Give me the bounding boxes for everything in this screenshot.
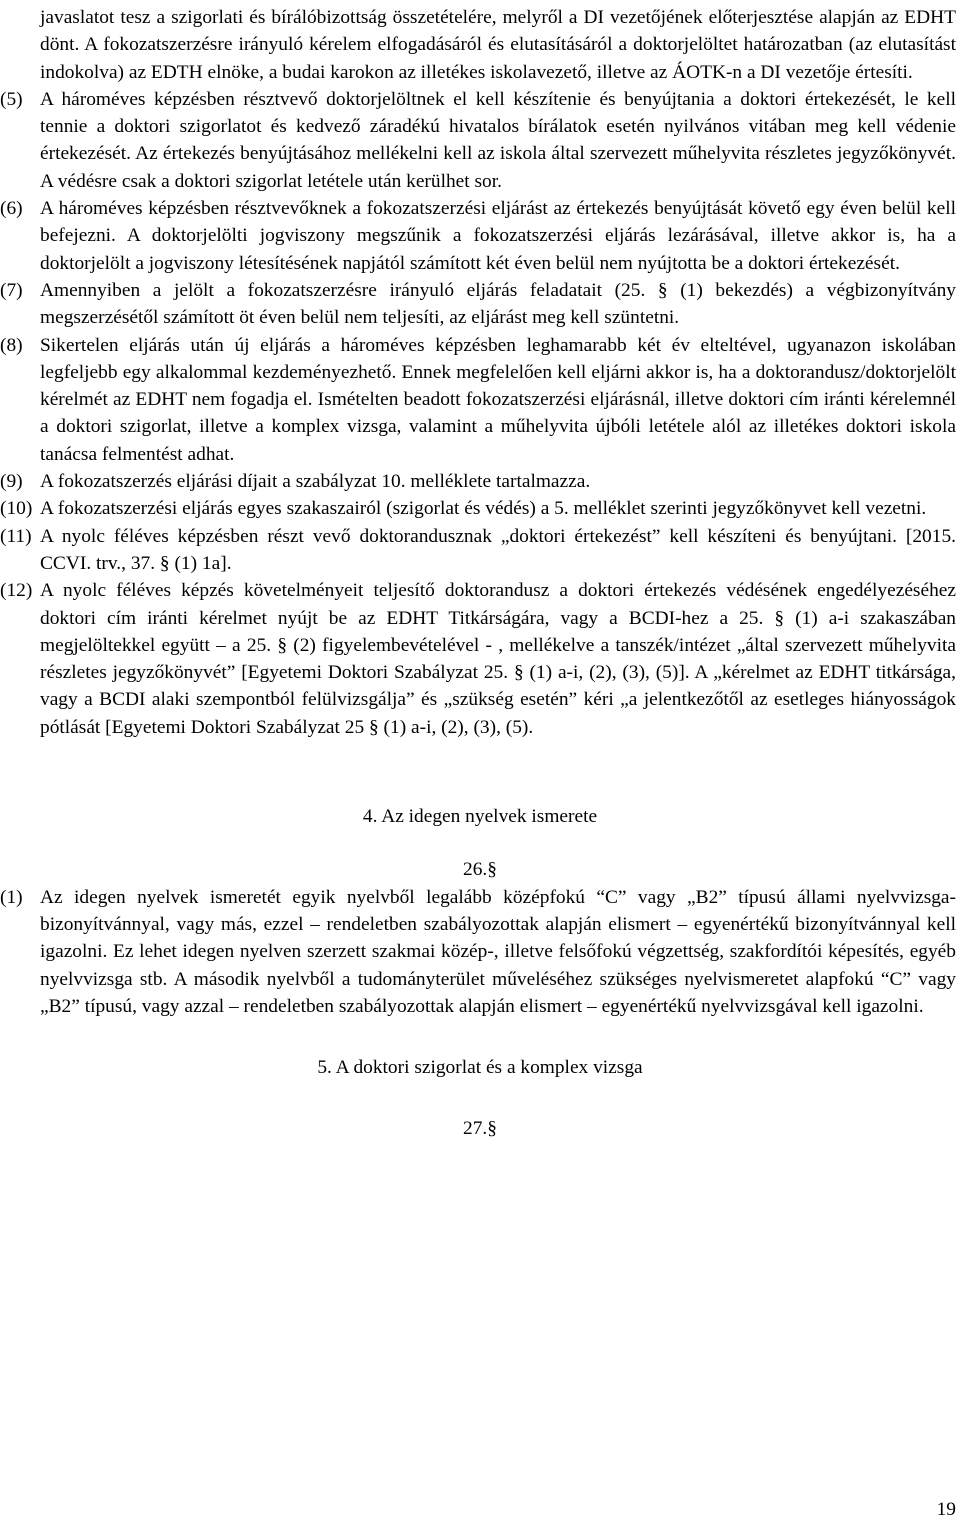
section-title: 4. Az idegen nyelvek ismerete <box>362 806 598 828</box>
paragraph-text: A fokozatszerzés eljárási díjait a szabályzat 10. melléklete tartalmazza. <box>40 471 591 493</box>
paragraph-number: (9) <box>0 471 23 493</box>
paragraph-9 <box>0 468 960 495</box>
paragraph-1 <box>0 884 960 1020</box>
paragraph-number: (11) <box>0 525 32 547</box>
paragraph-text: A nyolc féléves képzés követelményeit teljesítő doktorandusz a doktori értekezés védésének engedélyezéséhez doktori cím iránti kérelmet nyújt be az EDHT Titkárságára, vagy a BCDI-hez a 25. § (1) a-i szakaszában megjelöltekkel együtt – a 25. § (2) figyelembevételével - , mellékelve a tanszék/intézet „által szervezett műhelyvita részletes jegyzőkönyvét” [Egyetemi Doktori Szabályzat 25. § (1) a-i, (2), (3), (5)]. A „kérelmet az EDHT titkársága, vagy a BCDI alaki szempontból felülvizsgálja” és „szükség esetén” kéri „a jelentkezőtől az esetleges hiányosságok pótlását [Egyetemi Doktori Szabályzat 25 § (1) a-i, (2), (3), (5). <box>40 580 956 738</box>
continuation-paragraph: javaslatot tesz a szigorlati és bírálóbizottság összetételére, melyről a DI vezetőjének előterjesztése alapján az EDHT dönt. A fokozatszerzésre irányuló kérelem elfogadásáról és elutasításáról a doktorjelöltet határozatban (az elutasítást indokolva) az EDTH elnöke, a budai karokon az illetékes iskolavezető, illetve az ÁOTK-n a DI vezetője értesíti. <box>40 7 956 83</box>
paragraph-text: Az idegen nyelvek ismeretét egyik nyelvből legalább középfokú “C” vagy „B2” típusú állami nyelvvizsga-bizonyítvánnyal, vagy más, ezzel – rendeletben szabályozottak alapján elismert – egyenértékű bizonyítvánnyal kell igazolni. Ez lehet idegen nyelven szerzett szakmai közép-, illetve felsőfokú végzettség, szakfordítói képesítés, egyéb nyelvvizsga stb. A második nyelvből a tudományterület műveléséhez szükséges nyelvismeretet alapfokú “C” vagy „B2” típusú, vagy azzal – rendeletben szabályozottak alapján elismert – egyenértékű nyelvvizsgával kell igazolni. <box>40 886 956 1017</box>
paragraph-text: A hároméves képzésben résztvevő doktorjelöltnek el kell készítenie és benyújtania a doktori értekezését, le kell tennie a doktori szigorlatot és kedvező záradékú hivatalos bírálatok esetén nyilvános vitában meg kell védenie értekezését. Az értekezés benyújtásához mellékelni kell az iskola által szervezett műhelyvita részletes jegyzőkönyvét. A védésre csak a doktori szigorlat letétele után kerülhet sor. <box>40 88 956 192</box>
paragraph-text: Amennyiben a jelölt a fokozatszerzésre irányuló eljárás feladatait (25. § (1) bekezdés) a végbizonyítvány megszerzésétől számított öt éven belül nem teljesíti, az eljárást meg kell szüntetni. <box>40 279 956 329</box>
paragraph-number: (10) <box>0 498 33 520</box>
article-title: 26.§ <box>463 859 497 881</box>
paragraph-number: (6) <box>0 198 23 220</box>
paragraph-list-25 <box>0 86 960 741</box>
paragraph-number: (5) <box>0 88 23 110</box>
page-number: 19 <box>936 1499 956 1520</box>
paragraph-list-26 <box>0 884 960 1020</box>
paragraph-5 <box>0 86 960 195</box>
paragraph-12 <box>0 577 960 741</box>
paragraph-7 <box>0 277 960 332</box>
paragraph-number: (8) <box>0 334 23 356</box>
article-title: 27.§ <box>463 1118 497 1140</box>
paragraph-11 <box>0 523 960 578</box>
paragraph-number: (7) <box>0 279 23 301</box>
paragraph-text: A hároméves képzésben résztvevőknek a fokozatszerzési eljárást az értekezés benyújtását követő egy éven belül kell befejezni. A doktorjelölti jogviszony megszűnik a fokozatszerzési eljárás lezárásával, illetve akkor is, ha a doktorjelölt a jogviszony létesítésének napjától számított két éven belül nem nyújtotta be a doktori értekezését. <box>40 198 956 274</box>
section-title: 5. A doktori szigorlat és a komplex vizsga <box>317 1057 643 1079</box>
paragraph-8 <box>0 332 960 468</box>
paragraph-number: (1) <box>0 886 23 908</box>
paragraph-6 <box>0 195 960 277</box>
paragraph-text: Sikertelen eljárás után új eljárás a hároméves képzésben leghamarabb két év elteltével, ugyanazon iskolában legfeljebb egy alkalommal kezdeményezhető. Ennek megfelelően kell eljárni akkor is, ha a doktorandusz/doktorjelölt kérelmét az EDHT nem fogadja el. Ismételten beadott fokozatszerzési eljárásnál, illetve doktori cím iránti kérelemnél a doktori szigorlat, illetve a komplex vizsga, valamint a műhelyvita újbóli letétele alól az illetékes doktori iskola tanácsa felmentést adhat. <box>40 334 956 465</box>
document-page <box>0 4 960 1143</box>
paragraph-text: A nyolc féléves képzésben részt vevő doktorandusznak „doktori értekezést” kell készíteni és benyújtani. [2015. CCVI. trv., 37. § (1) 1a]. <box>40 525 956 574</box>
paragraph-10 <box>0 495 960 522</box>
paragraph-text: A fokozatszerzési eljárás egyes szakaszairól (szigorlat és védés) a 5. melléklet szerinti jegyzőkönyvet kell vezetni. <box>40 498 927 520</box>
paragraph-number: (12) <box>0 580 33 602</box>
